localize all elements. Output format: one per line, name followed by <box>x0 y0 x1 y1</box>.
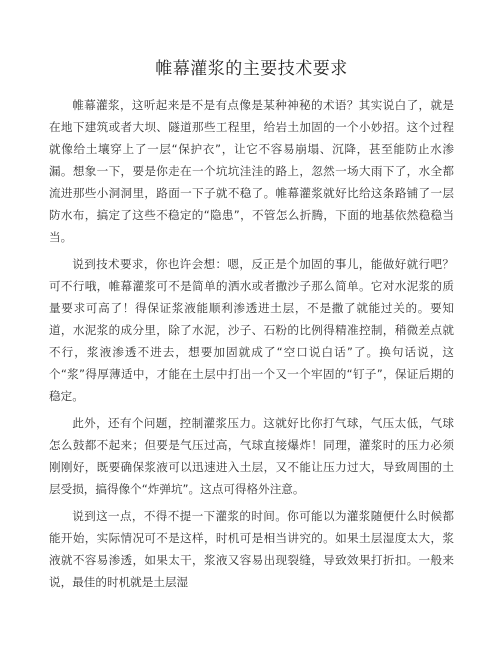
paragraph-intro: 帷幕灌浆，这听起来是不是有点像是某种神秘的术语？其实说白了，就是在地下建筑或者大坝、隧道那些工程里，给岩土加固的一个小妙招。这个过程就像给土壤穿上了一层“保护衣”，让它不容易崩塌、沉降，甚至能防止水渗漏。想象一下，要是你走在一个坑坑洼洼的路上，忽然一场大雨下了，水全都流进那些小洞洞里，路面一下子就不稳了。帷幕灌浆就好比给这条路铺了一层防水布，搞定了这些不稳定的“隐患”，不管怎么折腾，下面的地基依然稳稳当当。 <box>49 98 454 244</box>
paragraph-grout-pressure: 此外，还有个问题，控制灌浆压力。这就好比你打气球，气压太低，气球怎么鼓都不起来；但要是气压过高，气球直接爆炸！同理，灌浆时的压力必须刚刚好，既要确保浆液可以迅速进入土层，又不能让压力过大，导致周围的土层受损，搞得像个“炸弹坑”。这点可得格外注意。 <box>49 416 454 496</box>
paragraph-grout-timing: 说到这一点，不得不提一下灌浆的时间。你可能以为灌浆随便什么时候都能开始，实际情况可不是这样，时机可是相当讲究的。如果土层湿度太大，浆液就不容易渗透，如果太干，浆液又容易出现裂缝，导致效果打折扣。一般来说，最佳的时机就是土层湿 <box>49 509 454 589</box>
paragraph-grout-quality: 说到技术要求，你也许会想：嗯，反正是个加固的事儿，能做好就行吧？可不行哦，帷幕灌浆可不是简单的洒水或者撒沙子那么简单。它对水泥浆的质量要求可高了！得保证浆液能顺利渗透进土层，不是撒了就能过关的。要知道，水泥浆的成分里，除了水泥，沙子、石粉的比例得精准控制，稍微差点就不行，浆液渗透不进去，想要加固就成了“空口说白话”了。换句话说，这个“浆”得厚薄适中，才能在土层中打出一个又一个牢固的“钉子”，保证后期的稳定。 <box>49 257 454 403</box>
document-title: 帷幕灌浆的主要技术要求 <box>155 59 348 79</box>
